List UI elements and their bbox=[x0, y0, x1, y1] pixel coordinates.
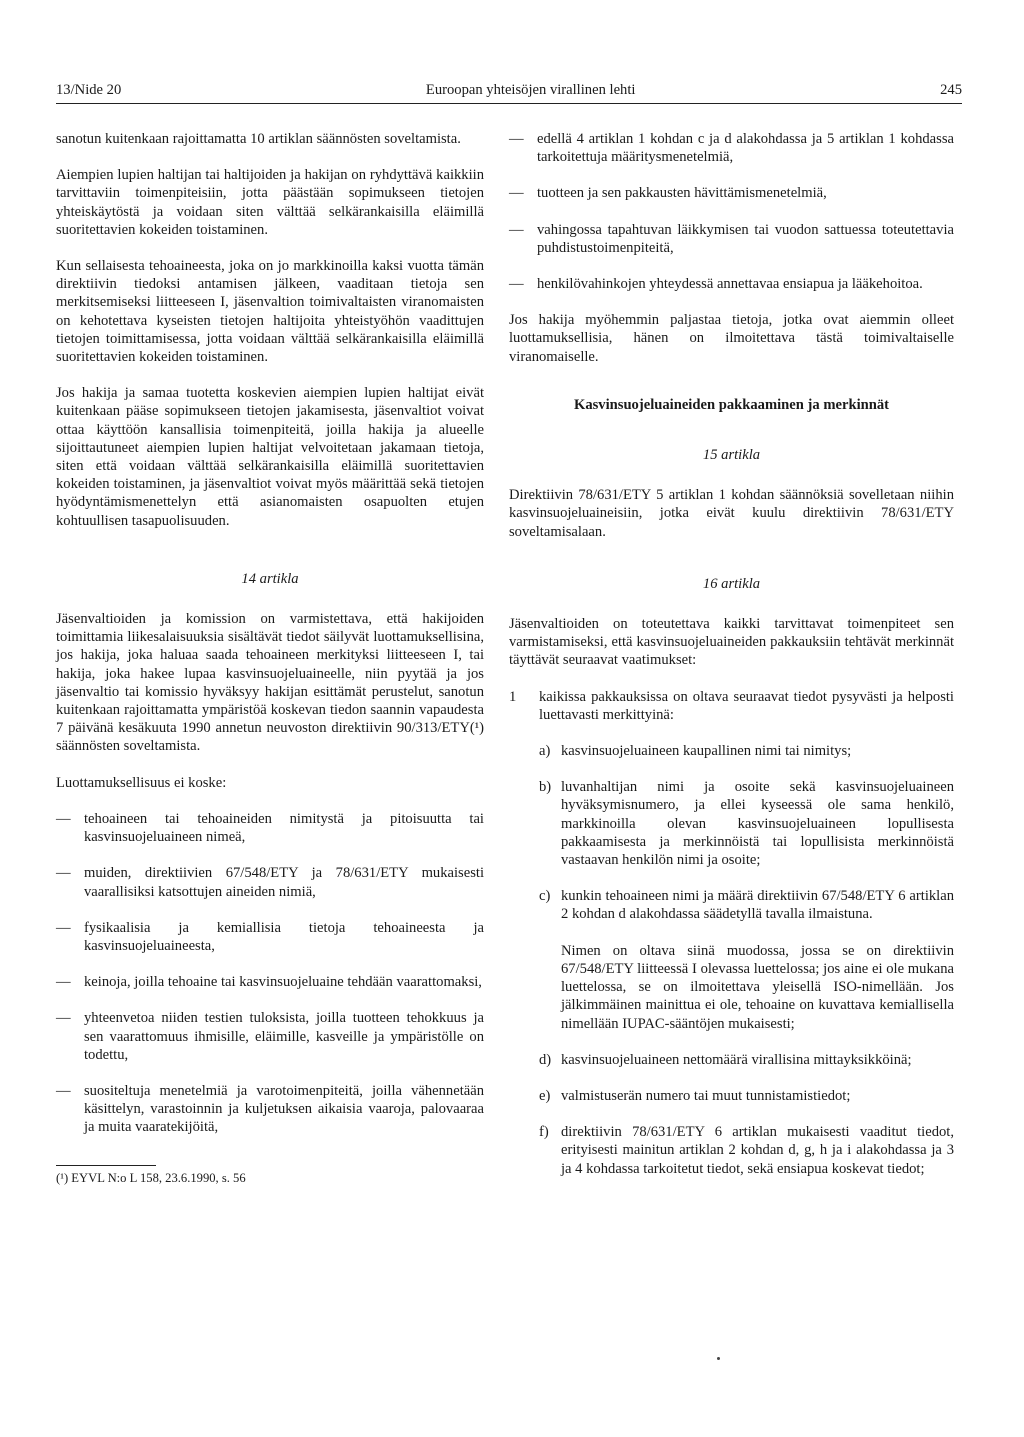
sub-item-c: c) kunkin tehoaineen nimi ja määrä direktiivin 67/548/ETY 6 artiklan 2 kohdan d alakohdassa säädetyllä tavalla ilmaistuna. bbox=[539, 888, 954, 923]
sub-item-e: e) valmistuserän numero tai muut tunnistamistiedot; bbox=[539, 1087, 851, 1104]
list-item: — henkilövahinkojen yhteydessä annettavaa ensiapua ja lääkehoitoa. bbox=[509, 276, 923, 293]
footnote-rule bbox=[56, 1165, 156, 1166]
dash-marker: — bbox=[509, 221, 524, 238]
item-number: 1 bbox=[509, 688, 517, 705]
dash-marker: — bbox=[56, 810, 71, 827]
sub-item-a: a) kasvinsuojeluaineen kaupallinen nimi tai nimitys; bbox=[539, 743, 852, 760]
sub-item-b: b) luvanhaltijan nimi ja osoite sekä kasvinsuojeluaineen hyväksymisnumero, ja ellei kyseessä ole sama henkilö, markkinoilla olevan kasvinsuojeluaineen lopullisesta pakkaamisesta ja merkinnöistä tai lopullisista merkinnöistä vastaavan henkilön nimi ja osoite; bbox=[539, 779, 954, 869]
page-header bbox=[56, 81, 962, 99]
article-heading-16: 16 artikla bbox=[702, 575, 761, 592]
stray-dot bbox=[717, 1357, 720, 1360]
paragraph: sanotun kuitenkaan rajoittamatta 10 artiklan säännösten soveltamista. bbox=[56, 131, 461, 147]
dash-marker: — bbox=[509, 131, 524, 147]
journal-title: Euroopan yhteisöjen virallinen lehti bbox=[425, 82, 636, 98]
paragraph: Jäsenvaltioiden ja komission on varmistettava, että hakijoiden toimittamia liikesalaisuuksia sisältävät tiedot säilyvät luottamuksellisina, jos hakija, joka haluaa saada tehoaineen merkityksi liitteeseen I, tai hakija, joka hakee lupaa kasvinsuojeluaineelle, niin pyytää ja jos jäsenvaltio tai komissio hyväksyy hakijan esittämät perustelut, sanotun kuitenkaan rajoittamatta ympäristöä koskevan tiedon saannin vapaudesta 7 päivänä kesäkuuta 1990 annetun neuvoston direktiivin 90/313/ETY(¹) säännösten soveltamista. bbox=[56, 611, 484, 755]
list-item: — tuotteen ja sen pakkausten hävittämismenetelmiä, bbox=[509, 185, 827, 202]
dash-marker: — bbox=[56, 865, 71, 882]
dash-marker: — bbox=[509, 185, 524, 202]
dash-marker: — bbox=[56, 1082, 71, 1099]
paragraph: Direktiivin 78/631/ETY 5 artiklan 1 kohdan säännöksiä sovelletaan niihin kasvinsuojeluaineisiin, jotka eivät kuulu direktiivin 78/631/ETY soveltamisalaan. bbox=[509, 487, 954, 540]
volume-label: 13/Nide 20 bbox=[56, 82, 122, 98]
list-item: — tehoaineen tai tehoaineiden nimitystä ja pitoisuutta tai kasvinsuojeluaineen nimeä, bbox=[56, 810, 484, 846]
header-rule bbox=[56, 103, 962, 104]
footnote: (¹) EYVL N:o L 158, 23.6.1990, s. 56 bbox=[56, 1170, 246, 1185]
list-item: — edellä 4 artiklan 1 kohdan c ja d alakohdassa ja 5 artiklan 1 kohdassa tarkoitettuja määritysmenetelmiä, bbox=[509, 131, 954, 166]
list-item: — suositeltuja menetelmiä ja varotoimenpiteitä, joilla vähennetään käsittelyn, varastoinnin ja kuljetuksen aikaisia vaaroja, palovaaraa ja muita vaaratekijöitä, bbox=[56, 1082, 484, 1136]
list-item: — yhteenvetoa niiden testien tuloksista, joilla tuotteen tehokkuus ja sen vaarattomuus ihmisille, eläimille, kasveille ja ympäristölle on todettu, bbox=[56, 1010, 484, 1063]
section-heading: Kasvinsuojeluaineiden pakkaaminen ja merkinnät bbox=[573, 396, 890, 413]
dash-marker: — bbox=[56, 919, 71, 936]
numbered-item: 1 kaikissa pakkauksissa on oltava seuraavat tiedot pysyvästi ja helposti luettavasti merkittyinä: bbox=[509, 688, 954, 723]
paragraph: Nimen on oltava siinä muodossa, jossa se on direktiivin 67/548/ETY liitteessä I olevassa luettelossa; jos aine ei ole mukana luettelossa, se on ilmoitettava yleisellä ISO-nimellään. Jos jälkimmäinen mainittua ei ole, tehoaine on kuvattava kemiallisella nimellään IUPAC-sääntöjen mukaisesti; bbox=[561, 942, 954, 1032]
dash-marker: — bbox=[56, 974, 71, 991]
paragraph: Jäsenvaltioiden on toteutettava kaikki tarvittavat toimenpiteet sen varmistamiseksi, että kasvinsuojeluaineiden pakkauksiin tehtävät merkinnät täyttävät seuraavat vaatimukset: bbox=[509, 616, 954, 669]
paragraph: Jos hakija ja samaa tuotetta koskevien aiempien lupien haltijat eivät kuitenkaan pääse sopimukseen tietojen jakamisesta, jäsenvaltiot voivat ottaa käyttöön kansallisia toimenpiteitä, joilla hakija ja alueelle sijoittautuneet aiempien lupien haltijat velvoitetaan jakamaan tietoja, siten että voidaan välttää selkärankaisilla eläimillä suoritettavien kokeiden toistaminen, ja jäsenvaltiot voivat myös määrittää sekä tietojen hyödyntämismenettelyn että asianomaisten osapuolten etujen kohtuullisen tasapuolisuuden. bbox=[56, 385, 484, 529]
paragraph: Aiempien lupien haltijan tai haltijoiden ja hakijan on ryhdyttävä kaikkiin tarvittaviin toimenpiteisiin, jotta päästään sopimukseen tietojen yhteiskäytöstä ja voidaan siten välttää selkärankaisilla eläimillä suoritettavien kokeiden toistaminen. bbox=[56, 167, 484, 238]
sub-item-d: d) kasvinsuojeluaineen nettomäärä virallisina mittayksikköinä; bbox=[539, 1051, 912, 1068]
page-number: 245 bbox=[940, 82, 962, 98]
list-item: — fysikaalisia ja kemiallisia tietoja tehoaineesta ja kasvinsuojeluaineesta, bbox=[56, 919, 484, 954]
dash-marker: — bbox=[509, 276, 524, 293]
list-item: — muiden, direktiivien 67/548/ETY ja 78/631/ETY mukaisesti vaarallisiksi katsottujen aineiden nimiä, bbox=[56, 865, 484, 900]
sub-item-f: f) direktiivin 78/631/ETY 6 artiklan mukaisesti vaaditut tiedot, erityisesti mainitun artiklan 2 kohdan d, g, h ja i alakohdassa ja 3 ja 4 kohdassa tarkoitetut tiedot, sekä ensiapua koskevat tiedot; bbox=[539, 1124, 954, 1177]
paragraph: Luottamuksellisuus ei koske: bbox=[56, 774, 227, 791]
paragraph: Kun sellaisesta tehoaineesta, joka on jo markkinoilla kaksi vuotta tämän direktiivin tiedoksi antamisen jälkeen, vaaditaan tietoja sen merkitsemiseksi liitteeseen I, jäsenvaltion toimivaltaisten viranomaisten on kehotettava kyseisten tietojen haltijoita yhteistyöhön vaadittujen tietojen toimittamisessa, jotta voidaan välttää selkärankaisilla eläimillä suoritettavien kokeiden toistaminen. bbox=[56, 258, 484, 366]
paragraph: Jos hakija myöhemmin paljastaa tietoja, jotka ovat aiemmin olleet luottamuksellisia, hänen on ilmoitettava tästä toimivaltaiselle viranomaiselle. bbox=[509, 312, 954, 365]
article-heading-14: 14 artikla bbox=[241, 570, 299, 587]
list-item: — keinoja, joilla tehoaine tai kasvinsuojeluaine tehdään vaarattomaksi, bbox=[56, 974, 482, 991]
list-item: — vahingossa tapahtuvan läikkymisen tai vuodon sattuessa toteutettavia puhdistustoimenpiteitä, bbox=[509, 221, 954, 256]
article-heading-15: 15 artikla bbox=[702, 447, 761, 464]
left-column bbox=[56, 130, 484, 1186]
dash-marker: — bbox=[56, 1010, 71, 1027]
right-column bbox=[509, 130, 954, 1178]
